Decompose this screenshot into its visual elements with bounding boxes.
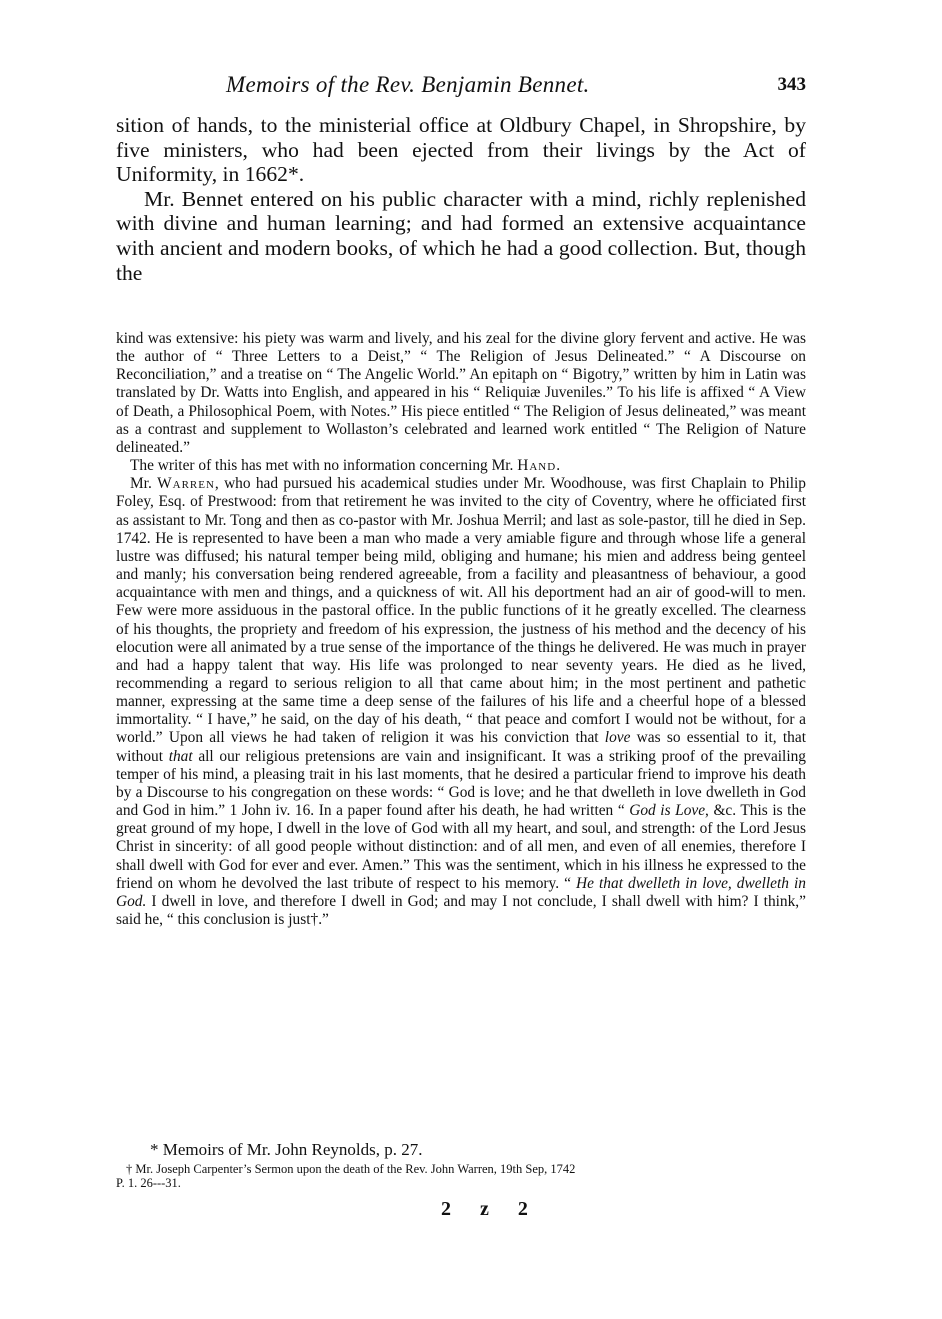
note-text-span: . xyxy=(556,457,561,475)
name-warren: Warren xyxy=(157,475,215,493)
note-text-span: , who had pursued his academical studies under Mr. Woodhouse, was first Chaplain to Philip Foley, Esq. of Prestwood: from that retirement he was invited to the city of Coventry, where he officiated first as assistant to Mr. Tong and then as co-pastor with Mr. Joshua Merril; and last as sole-pastor, till he died in Sep. 1742. He is represented to have been a man who made a very amiable figure and through whose life a general lustre was diffused; his natural temper being mild, obliging and humane; his mien and address being genteel and manly; his conversation being rendered agreeable, from a facility and pleasantness of behaviour, a good acquaintance with men and things, and a quickness of wit. All his deportment had an air of good-will to men. Few were more assiduous in the pastoral office. In the public functions of it he greatly excelled. The clearness of his thoughts, the propriety and freedom of his expression, the justness of his method and the decency of his elocution were all animated by a true sense of the importance of the things he delivered. He was much in prayer and had a happy talent that way. His life was prolonged to near seventy years. He died as he lived, recommending a regard to serious religion to all that came about him; in the most pertinent and pathetic manner, expressing at the same time a deep sense of the failures of his life and a cheerful hope of a blessed immortality. “ I have,” he said, on the day of his death, “ that peace and comfort I would not be without, for a world.” Upon all views he had taken of religion it was his conviction that xyxy=(116,475,806,747)
note-text-span: Mr. xyxy=(130,475,158,493)
note-paragraph-1: kind was extensive: his piety was warm and lively, and his zeal for the divine glory fervent and active. He was the author of “ Three Letters to a Deist,” “ The Religion of Jesus Delineated.” “ A Discourse on Reconciliation,” and a treatise on “ The Angelic World.” An epitaph on “ Bigotry,” written by him in Latin was translated by Dr. Watts into English, and appeared in his “ Reliquiæ Juveniles.” To his life is affixed “ A View of Death, a Philosophical Poem, with Notes.” His piece entitled “ The Religion of Jesus delineated,” was meant as a contrast and supplement to Wollaston’s celebrated and learned work entitled “ The Religion of Nature delineated.” xyxy=(116,330,806,456)
note-paragraph-hand xyxy=(116,457,806,475)
italic-that: that xyxy=(168,747,193,765)
note-text-span: was so essential to it, that without xyxy=(116,729,806,765)
main-paragraph-2: Mr. Bennet entered on his public character with a mind, richly replenished with divine and human learning; and had formed an extensive acquaintance with ancient and modern books, of which he had a good collection. But, though the xyxy=(116,186,806,285)
footnote-star: * Memoirs of Mr. John Reynolds, p. 27. xyxy=(150,1140,423,1159)
main-paragraph-1: sition of hands, to the ministerial office at Oldbury Chapel, in Shropshire, by five ministers, who had been ejected from their livings by the Act of Uniformity, in 1662*. xyxy=(116,113,806,187)
footnote-dagger-line-1: † Mr. Joseph Carpenter’s Sermon upon the death of the Rev. John Warren, 19th Sep, 1742 xyxy=(126,1162,576,1176)
name-hand: Hand xyxy=(517,457,557,475)
italic-quote: He that dwelleth in love, dwelleth in God. xyxy=(116,874,806,910)
page-header xyxy=(116,72,806,102)
note-text-span: all our religious pretensions are vain and insignificant. It was a striking proof of the prevailing temper of his mind, a pleasing trait in his last moments, that he desired a particular friend to improve his death by a Discourse to his congregation on these words: “ God is love; and he that dwelleth in love dwelleth in God and God in him.” 1 John iv. 16. In a paper found after his death, he had written “ xyxy=(116,747,806,820)
running-title: Memoirs of the Rev. Benjamin Bennet. xyxy=(226,72,590,97)
note-paragraph-warren xyxy=(116,475,806,929)
italic-love: love xyxy=(604,729,631,747)
footnote-dagger-line-2: P. 1. 26---31. xyxy=(116,1176,181,1190)
main-text xyxy=(116,113,806,285)
note-text-span: The writer of this has met with no information concerning Mr. xyxy=(130,457,518,475)
note-text-span: I dwell in love, and therefore I dwell in God; and may I not conclude, I shall dwell with him? I think,” said he, “ this conclusion is just†.” xyxy=(116,892,806,928)
signature-mark: 2 z 2 xyxy=(441,1198,540,1220)
page-number: 343 xyxy=(777,74,806,95)
note-text xyxy=(116,330,806,929)
footnote-dagger xyxy=(116,1162,806,1190)
italic-god-is-love: God is Love xyxy=(629,802,706,820)
note-text-span: , &c. This is the great ground of my hope, I dwell in the love of God with all my heart, and soul, and strength: of the Lord Jesus Christ in sincerity: of all good people without distinction: and of all men, and even of all enemies, therefore I shall dwell with God for ever and ever. Amen.” This was the sentiment, which in his illness he expressed to the friend on whom he devolved the last tribute of respect to his memory. “ xyxy=(116,802,806,892)
